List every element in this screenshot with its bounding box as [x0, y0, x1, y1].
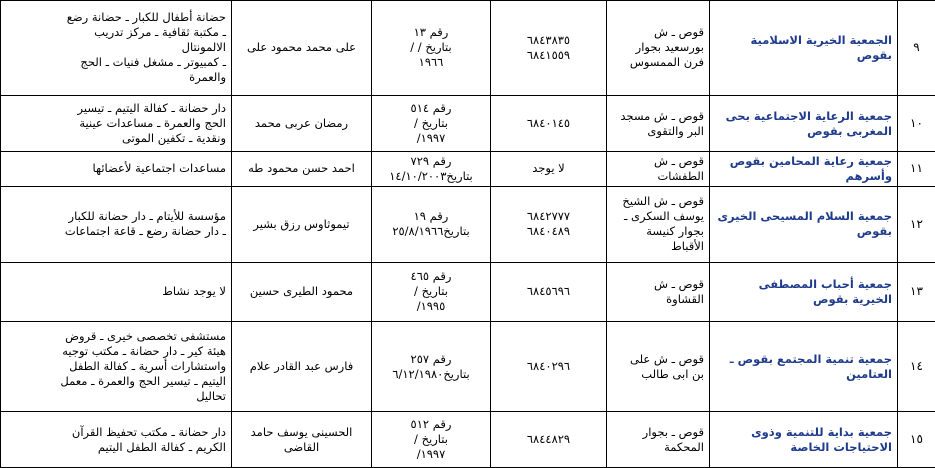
activities-cell-line: ـ مكتبة ثقافية ـ مركز تدريب: [94, 25, 226, 40]
address-cell: [607, 263, 710, 322]
row-number: ٩: [898, 1, 935, 96]
address-cell: [607, 1, 710, 96]
activities-cell-line: دار حضانة ـ كفالة اليتيم ـ تيسير: [77, 101, 226, 116]
phone-cell-line: لا يوجد: [532, 161, 565, 176]
registration-cell: [372, 95, 491, 151]
chairman-name: تيموثاوس رزق بشير: [232, 186, 372, 263]
activities-cell-line: تحاليل: [196, 389, 226, 404]
association-name: جمعية السلام المسيحى الخيرى بقوص: [710, 186, 898, 263]
table-body: [1, 1, 935, 468]
chairman-name: رمضان عربى محمد: [232, 95, 372, 151]
registration-cell-line: رقم ٧٢٩: [410, 153, 452, 168]
registration-cell-line: ١٩٩٥/: [416, 299, 446, 314]
phone-cell: [491, 263, 607, 322]
address-cell-line: بورسعيد بجوار: [635, 40, 704, 55]
row-number: ١٢: [898, 186, 935, 263]
association-name: جمعية رعاية المحامين بقوص وأسرهم: [710, 152, 898, 186]
row-number: ١٠: [898, 95, 935, 151]
phone-cell-line: ٦٨٤٠١٤٥: [526, 116, 571, 131]
activities-cell-line: اليتيم ـ تيسير الحج والعمرة ـ معمل: [60, 374, 226, 389]
activities-cell-line: مستشفى تخصصى خيرى ـ قروض: [65, 329, 226, 344]
activities-cell-line: مؤسسة للأيتام ـ دار حضانة للكبار: [68, 209, 226, 224]
phone-cell: [491, 321, 607, 412]
chairman-name: احمد حسن محمود طه: [232, 152, 372, 186]
address-cell-line: بجوار كنيسة: [646, 224, 704, 239]
activities-cell-line: مساعدات اجتماعية لأعضائها: [92, 161, 226, 176]
association-name: جمعية أحباب المصطفى الخيرية بقوص: [710, 263, 898, 322]
registration-cell-line: بتاريخ٢٥/٨/١٩٦٦: [392, 224, 470, 239]
registration-cell-line: بتاريخ /: [414, 116, 448, 131]
phone-cell: [491, 152, 607, 186]
address-cell-line: البر والتقوى: [647, 123, 704, 138]
registration-cell-line: بتاريخ /: [414, 432, 448, 447]
registration-cell-line: رقم ١٩: [413, 209, 449, 224]
registration-cell-line: ١٩٩٧/: [416, 447, 446, 462]
phone-cell: [491, 186, 607, 263]
activities-cell: [1, 1, 232, 96]
phone-cell: [491, 412, 607, 468]
registration-cell-line: رقم ٢٥٧: [410, 351, 452, 366]
address-cell-line: قوص ـ بجوار: [642, 424, 704, 439]
registration-cell-line: بتاريخ١٤/١٠/٢٠٠٣: [389, 168, 473, 183]
row-number: ١٣: [898, 263, 935, 322]
address-cell-line: القشاوة: [666, 291, 704, 306]
address-cell: [607, 152, 710, 186]
association-name: جمعية الرعاية الاجتماعية بحى المغربى بقوص: [710, 95, 898, 151]
activities-cell: [1, 95, 232, 151]
registration-cell: [372, 186, 491, 263]
address-cell-line: فرن الممسوس: [629, 55, 704, 70]
phone-cell-line: ٦٨٤٣٨٣٥: [526, 32, 571, 47]
address-cell: [607, 412, 710, 468]
phone-cell-line: ٦٨٤٤٨٢٩: [526, 432, 571, 447]
address-cell: [607, 186, 710, 263]
activities-cell: [1, 263, 232, 322]
address-cell: [607, 95, 710, 151]
table-row: [1, 321, 935, 412]
registration-cell-line: رقم ٥١٢: [410, 417, 452, 432]
activities-cell-line: دار حضانة ـ مكتب تحفيظ القرآن: [71, 424, 226, 439]
registration-cell-line: ١٩٦٦: [418, 55, 444, 70]
activities-cell-line: ـ دار حضانة رضع ـ قاعة اجتماعات: [64, 224, 226, 239]
registration-cell-line: رقم ١٣: [413, 25, 449, 40]
activities-cell-line: ـ كمبيوتر ـ مشغل فنيات ـ الحج: [80, 55, 226, 70]
table-row: [1, 263, 935, 322]
registration-cell: [372, 152, 491, 186]
activities-cell: [1, 412, 232, 468]
chairman-name: فارس عبد القادر علام: [232, 321, 372, 412]
table-row: [1, 412, 935, 468]
address-cell-line: قوص ـ ش على: [630, 351, 704, 366]
phone-cell: [491, 1, 607, 96]
address-cell-line: قوص ـ ش: [653, 153, 704, 168]
phone-cell: [491, 95, 607, 151]
address-cell-line: قوص ـ ش: [653, 276, 704, 291]
address-cell: [607, 321, 710, 412]
registration-cell-line: رقم ٥١٤: [410, 101, 452, 116]
activities-cell-line: الحج والعمرة ـ مساعدات عينية: [79, 116, 226, 131]
phone-cell-line: ٦٨٤٢٧٧٧: [526, 209, 571, 224]
activities-cell-line: هيئة كير ـ دار حضانة ـ مكتب توجيه: [62, 344, 226, 359]
address-cell-line: الأقباط: [671, 239, 704, 254]
chairman-name: محمود الطيرى حسين: [232, 263, 372, 322]
row-number: ١١: [898, 152, 935, 186]
activities-cell: [1, 186, 232, 263]
registration-cell-line: بتاريخ /: [414, 284, 448, 299]
association-name: جمعية تنمية المجتمع بقوص ـ العتامين: [710, 321, 898, 412]
activities-cell-line: حضانة أطفال للكبار ـ حضانة رضع: [66, 10, 226, 25]
association-name: الجمعية الخيرية الاسلامية بقوص: [710, 1, 898, 96]
table-row: [1, 95, 935, 151]
activities-cell-line: ونقدية ـ تكفين الموتى: [122, 131, 226, 146]
activities-cell: [1, 152, 232, 186]
association-name: جمعية بداية للتنمية وذوى الاحتياجات الخاصة: [710, 412, 898, 468]
table-row: [1, 152, 935, 186]
registration-cell: [372, 263, 491, 322]
address-cell-line: قوص ـ ش الشيخ: [622, 194, 704, 209]
address-cell-line: بن ابى طالب: [641, 366, 704, 381]
registration-cell-line: ١٩٩٧/: [416, 131, 446, 146]
registration-cell-line: بتاريخ / /: [410, 40, 452, 55]
address-cell-line: قوص ـ ش مسجد: [620, 108, 704, 123]
activities-cell-line: والعمرة: [189, 70, 226, 85]
phone-cell-line: ٦٨٤١٥٥٩: [526, 47, 571, 62]
activities-cell-line: الالمونتال: [181, 40, 226, 55]
activities-cell-line: واستشارات أسرية ـ كفالة الطفل: [69, 359, 226, 374]
registration-cell: [372, 412, 491, 468]
activities-cell: [1, 321, 232, 412]
registration-cell-line: بتاريخ٦/١٢/١٩٨٠: [392, 366, 470, 381]
chairman-name: على محمد محمود على: [232, 1, 372, 96]
table-row: [1, 1, 935, 96]
chairman-name: الحسينى يوسف حامد القاضى: [232, 412, 372, 468]
registration-cell: [372, 1, 491, 96]
table-row: [1, 186, 935, 263]
phone-cell-line: ٦٨٤٠٢٩٦: [526, 359, 571, 374]
phone-cell-line: ٦٨٤٠٤٨٩: [526, 224, 571, 239]
address-cell-line: قوص ـ ش: [653, 25, 704, 40]
registration-cell: [372, 321, 491, 412]
row-number: ١٤: [898, 321, 935, 412]
address-cell-line: الطفشات: [657, 168, 704, 183]
address-cell-line: المحكمة: [664, 439, 704, 454]
phone-cell-line: ٦٨٤٥٦٩٦: [526, 284, 571, 299]
row-number: ١٥: [898, 412, 935, 468]
activities-cell-line: الكريم ـ كفالة الطفل اليتيم: [97, 439, 226, 454]
registration-cell-line: رقم ٤٦٥: [410, 269, 452, 284]
activities-cell-line: لا يوجد نشاط: [162, 284, 226, 299]
address-cell-line: يوسف السكرى ـ: [623, 209, 704, 224]
